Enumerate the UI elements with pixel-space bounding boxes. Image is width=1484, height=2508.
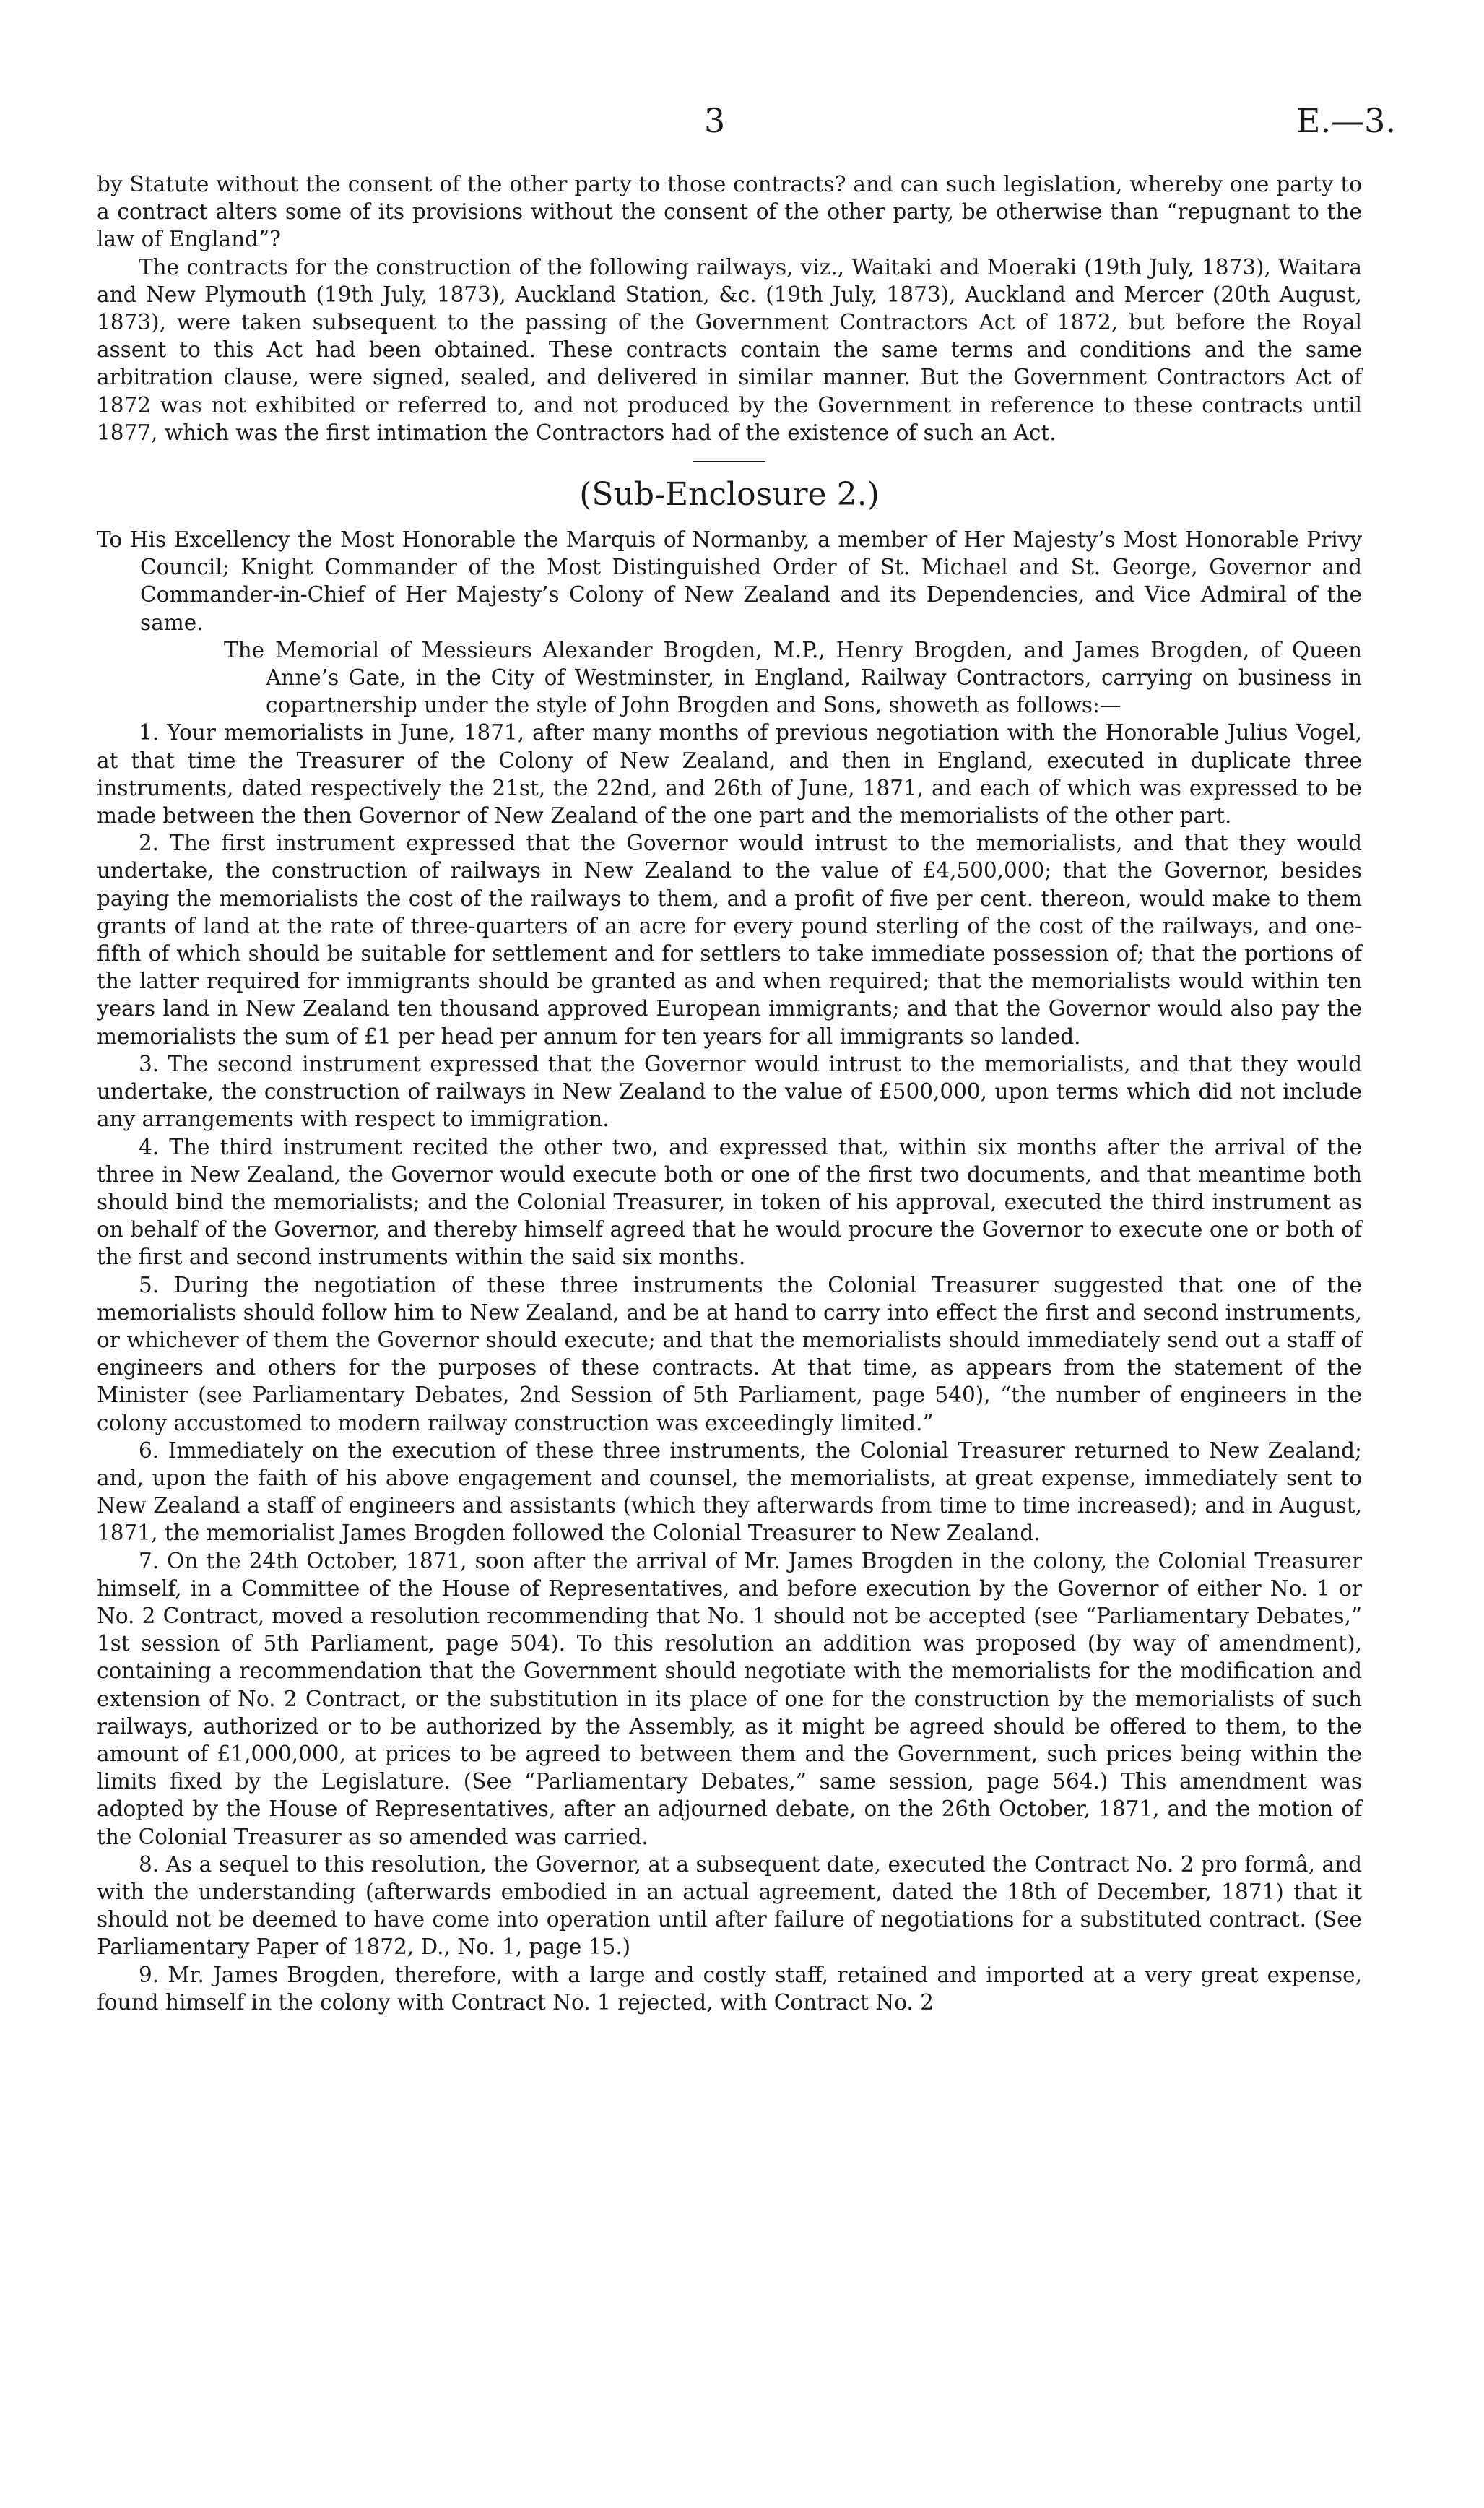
section-heading: (Sub-Enclosure 2.) xyxy=(579,476,880,514)
intro-paragraph-1: by Statute without the consent of the other party to those contracts? and can such legislation, whereby one party to a contract alters some of its provisions without the consent of the other party, be otherwise than “repugnant to the law of England”? xyxy=(97,172,1362,252)
page-number: 3 xyxy=(704,101,726,140)
intro-paragraph-2: The contracts for the construction of the following railways, viz., Waitaki and Moeraki (19th July, 1873), Waitara and New Plymouth (19th July, 1873), Auckland Station, &c. (19th July, 1873), Auckland and Mercer (20th August, 1873), were taken subsequent to the passing of the Government Contractors Act of 1872, but before the Royal assent to this Act had been obtained. These contracts contain the same terms and conditions and the same arbitration clause, were signed, sealed, and delivered in similar manner. But the Government Contractors Act of 1872 was not exhibited or referred to, and not produced by the Government in reference to these contracts until 1877, which was the first intimation the Contractors had of the existence of such an Act. xyxy=(97,254,1362,445)
numbered-paragraph: 4. The third instrument recited the other two, and expressed that, within six months after the arrival of the three in New Zealand, the Governor would execute both or one of the first two documents, and that meantime both should bind the memorialists; and the Colonial Treasurer, in token of his approval, executed the third instrument as on behalf of the Governor, and thereby himself agreed that he would procure the Governor to execute one or both of the first and second instruments within the said six months. xyxy=(97,1134,1362,1270)
page-body xyxy=(97,170,1362,2016)
numbered-paragraph: 9. Mr. James Brogden, therefore, with a large and costly staff, retained and imported at a very great expense, found himself in the colony with Contract No. 1 rejected, with Contract No. 2 xyxy=(97,1962,1362,2015)
memorial-address: To His Excellency the Most Honorable the Marquis of Normanby, a member of Her Majesty’s Most Honorable Privy Council; Knight Commander of the Most Distinguished Order of St. Michael and St. George, Governor and Commander-in-Chief of Her Majesty’s Colony of New Zealand and its Dependencies, and Vice Admiral of the same. xyxy=(97,527,1362,635)
numbered-paragraph: 1. Your memorialists in June, 1871, after many months of previous negotiation with the Honorable Julius Vogel, at that time the Treasurer of the Colony of New Zealand, and then in England, executed in duplicate three instruments, dated respectively the 21st, the 22nd, and 26th of June, 1871, and each of which was expressed to be made between the then Governor of New Zealand of the one part and the memorialists of the other part. xyxy=(97,720,1362,829)
memorial-intro: The Memorial of Messieurs Alexander Brogden, M.P., Henry Brogden, and James Brogden, of Queen Anne’s Gate, in the City of Westminster, in England, Railway Contractors, carrying on business in copartnership under the style of John Brogden and Sons, showeth as follows:— xyxy=(224,637,1362,718)
numbered-paragraph: 5. During the negotiation of these three instruments the Colonial Treasurer suggested that one of the memorialists should follow him to New Zealand, and be at hand to carry into effect the first and second instruments, or whichever of them the Governor should execute; and that the memorialists should immediately send out a staff of engineers and others for the purposes of these contracts. At that time, as appears from the statement of the Minister (see Parliamentary Debates, 2nd Session of 5th Parliament, page 540), “the number of engineers in the colony accustomed to modern railway construction was exceedingly limited.” xyxy=(97,1272,1362,1435)
numbered-paragraph: 6. Immediately on the execution of these three instruments, the Colonial Treasurer returned to New Zealand; and, upon the faith of his above engagement and counsel, the memorialists, at great expense, immediately sent to New Zealand a staff of engineers and assistants (which they afterwards from time to time increased); and in August, 1871, the memorialist James Brogden followed the Colonial Treasurer to New Zealand. xyxy=(97,1437,1362,1546)
document-reference: E.—3. xyxy=(1296,101,1396,140)
page-header xyxy=(0,101,1484,144)
numbered-paragraph: 2. The first instrument expressed that the Governor would intrust to the memorialists, and that they would undertake, the construction of railways in New Zealand to the value of £4,500,000; that the Governor, besides paying the memorialists the cost of the railways to them, and a profit of five per cent. thereon, would make to them grants of land at the rate of three-quarters of an acre for every pound sterling of the cost of the railways, and one-fifth of which should be suitable for settlement and for settlers to take immediate possession of; that the portions of the latter required for immigrants should be granted as and when required; that the memorialists would within ten years land in New Zealand ten thousand approved European immigrants; and that the Governor would also pay the memorialists the sum of £1 per head per annum for ten years for all immigrants so landed. xyxy=(97,831,1362,1049)
section-divider xyxy=(693,461,765,462)
numbered-paragraph: 8. As a sequel to this resolution, the Governor, at a subsequent date, executed the Contract No. 2 pro formâ, and with the understanding (afterwards embodied in an actual agreement, dated the 18th of December, 1871) that it should not be deemed to have come into operation until after failure of negotiations for a substituted contract. (See Parliamentary Paper of 1872, D., No. 1, page 15.) xyxy=(97,1851,1362,1960)
numbered-paragraph: 3. The second instrument expressed that the Governor would intrust to the memorialists, and that they would undertake, the construction of railways in New Zealand to the value of £500,000, upon terms which did not include any arrangements with respect to immigration. xyxy=(97,1051,1362,1132)
numbered-paragraph: 7. On the 24th October, 1871, soon after the arrival of Mr. James Brogden in the colony, the Colonial Treasurer himself, in a Committee of the House of Representatives, and before execution by the Governor of either No. 1 or No. 2 Contract, moved a resolution recommending that No. 1 should not be accepted (see “Parliamentary Debates,” 1st session of 5th Parliament, page 504). To this resolution an addition was proposed (by way of amendment), containing a recommendation that the Government should negotiate with the memorialists for the modification and extension of No. 2 Contract, or the substitution in its place of one for the construction by the memorialists of such railways, authorized or to be authorized by the Assembly, as it might be agreed should be offered to them, to the amount of £1,000,000, at prices to be agreed to between them and the Government, such prices being within the limits fixed by the Legislature. (See “Parliamentary Debates,” same session, page 564.) This amendment was adopted by the House of Representatives, after an adjourned debate, on the 26th October, 1871, and the motion of the Colonial Treasurer as so amended was carried. xyxy=(97,1548,1362,1849)
